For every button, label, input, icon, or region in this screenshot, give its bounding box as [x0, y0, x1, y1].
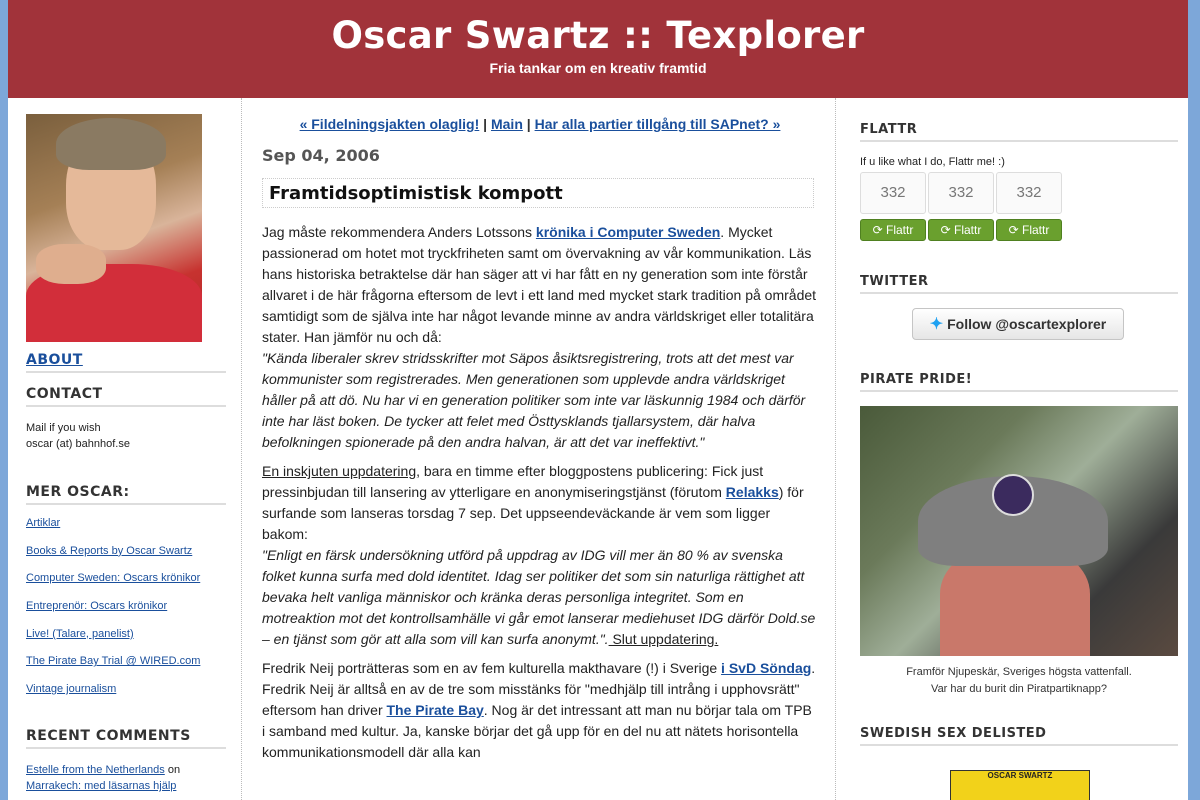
blog-title[interactable]: Oscar Swartz :: Texplorer	[331, 14, 865, 57]
paragraph-3: Fredrik Neij porträtteras som en av fem kulturella makthavare (!) i Sverige i SvD Söndag. Fredrik Neij är alltså en av de tre som misstänks för "medhjälp till intrång i upphovsrätt" eftersom han driver The Pirate Bay. Nog är det intressant att man nu börjar tala om TPB i samband med kultur. Ja, kanske börjar det gå upp för en del nu att nätets horisontella kommunikationsmodell där alla kan	[262, 660, 816, 760]
paragraph-1: Jag måste rekommendera Anders Lotssons krönika i Computer Sweden. Mycket passionerad om hotet mot tryckfriheten samt om övervakning av vår kommunikation. Läs hans historiska betraktelse där han säger att vi har fått en ny generation som inte förstår allvaret i de här frågorna eftersom de levt i ett land med mycket stark tradition på området samtidigt som de själva inte har något levande minne av andra världskriget eller totalitära stater. Han jämför nu och då: "Kända liberaler skrev stridsskrifter mot Säpos åsiktsregistrering, trots att det mest var kommunister som registrerades. Men generationen som upplevde andra världskriget håller på att dö. Nu har vi en generation politiker som inte var läskunnig 1984 och därför inte har läst boken. De tycker att felet med Östtysklands tjallarsystem, där halva befolkningen spionerade på den andra halvan, är att det var ineffektivt."	[262, 224, 817, 450]
sidebar-link-entreprenor[interactable]: Entreprenör: Oscars krönikor	[26, 600, 168, 613]
blog-description: Fria tankar om en kreativ framtid	[489, 60, 707, 76]
sidebar-link-live[interactable]: Live! (Talare, panelist)	[26, 627, 134, 640]
flattr-button[interactable]: ⟳ Flattr	[996, 219, 1062, 241]
contact-heading: CONTACT	[26, 386, 226, 407]
main-content	[244, 98, 836, 800]
paragraph-2: En inskjuten uppdatering, bara en timme efter bloggpostens publicering: Fick just pressinbjudan till lansering av ytterligare en anonymiseringstjänst (förutom Relakks) för surfande som lanseras torsdag 7 sep. Det uppseendeväckande är vem som ligger bakom: "Enligt en färsk undersökning utförd på uppdrag av IDG vill mer än 80 % av svenska folket kunna surfa med dold identitet. Idag ser politiker det som sin naturliga rättighet att bevaka helt vanliga människor och kränka deras personliga integritet. Som en motreaktion mot det kontrollsamhälle vi går emot lanserar mediehuset IDG därför Dold.se – en tjänst som gör att alla som vill kan surfa anonymt.". Slut uppdatering.	[262, 463, 816, 647]
quote-1: "Kända liberaler skrev stridsskrifter mot Säpos åsiktsregistrering, trots att det mest var kommunister som registrerades. Men generationen som upplevde andra världskriget håller på att dö. Nu har vi en generation politiker som inte var läskunnig 1984 och därför inte har läst boken. De tycker att felet med Östtysklands tjallarsystem, där halva befolkningen spionerade på den andra halvan, är att det var ineffektivt."	[262, 350, 806, 450]
post-navigation: « Fildelningsjakten olaglig! | Main | Har alla partier tillgång till SAPnet? »	[299, 116, 781, 132]
end-update-link[interactable]: Slut uppdatering.	[608, 631, 719, 647]
right-sidebar	[838, 98, 1188, 800]
pirate-pride-heading: PIRATE PRIDE!	[860, 372, 1178, 392]
prev-post-link[interactable]: « Fildelningsjakten olaglig!	[299, 116, 480, 132]
contact-line: Mail if you wish	[26, 422, 101, 434]
flattr-count: 332	[928, 172, 994, 214]
recent-comment-author[interactable]: Estelle from the Netherlands	[26, 764, 165, 776]
recent-comment-post[interactable]: Marrakech: med läsarnas hjälp	[26, 780, 177, 792]
flattr-icon: ⟳	[940, 223, 955, 237]
flattr-count: 332	[996, 172, 1062, 214]
twitter-follow-button[interactable]: ✦ Follow @oscartexplorer	[912, 308, 1124, 340]
update-link[interactable]: En inskjuten uppdatering	[262, 463, 417, 479]
swedish-sex-delisted-heading: SWEDISH SEX DELISTED	[860, 726, 1178, 746]
svd-link[interactable]: i SvD Söndag	[721, 660, 812, 676]
flattr-heading: FLATTR	[860, 122, 1178, 142]
flattr-count: 332	[860, 172, 926, 214]
relakks-link[interactable]: Relakks	[725, 484, 779, 500]
sidebar-link-books[interactable]: Books & Reports by Oscar Swartz	[26, 544, 193, 557]
quote-2: "Enligt en färsk undersökning utförd på uppdrag av IDG vill mer än 80 % av svenska folket kunna surfa med dold identitet. Idag ser politiker det som sin naturliga rättighet att bevaka helt vanliga människor och kränka deras personliga integritet. Som en motreaktion mot det kontrollsamhälle vi går emot lanserar mediehuset IDG därför Dold.se – en tjänst som gör att alla som vill kan surfa anonymt.".	[262, 547, 816, 647]
post-date: Sep 04, 2006	[262, 146, 380, 165]
main-link[interactable]: Main	[490, 116, 523, 132]
mer-oscar-heading: MER OSCAR:	[26, 484, 226, 505]
next-post-link[interactable]: Har alla partier tillgång till SAPnet? »	[534, 116, 781, 132]
contact-email: oscar (at) bahnhof.se	[26, 438, 130, 450]
book-cover-image[interactable]	[950, 770, 1090, 800]
page	[8, 0, 1188, 800]
recent-comments-heading: RECENT COMMENTS	[26, 728, 226, 749]
post-body	[262, 222, 818, 771]
mer-oscar-links	[26, 514, 236, 708]
photo-caption: Framför Njupeskär, Sveriges högsta vattenfall. Var har du burit din Piratpartiknapp?	[906, 666, 1132, 695]
flattr-button[interactable]: ⟳ Flattr	[860, 219, 926, 241]
twitter-bird-icon: ✦	[929, 316, 944, 333]
author-photo	[26, 114, 202, 342]
flattr-text: If u like what I do, Flattr me! :)	[860, 156, 1005, 168]
twitter-heading: TWITTER	[860, 274, 1178, 294]
recent-comment: Estelle from the Netherlands on Marrakech: med läsarnas hjälp	[26, 764, 181, 792]
blog-banner	[8, 0, 1188, 98]
sidebar-link-computer-sweden[interactable]: Computer Sweden: Oscars krönikor	[26, 572, 201, 585]
book-author: OSCAR SWARTZ	[987, 771, 1053, 780]
sidebar-link-pirate-bay-trial[interactable]: The Pirate Bay Trial @ WIRED.com	[26, 655, 201, 668]
sidebar-link-artiklar[interactable]: Artiklar	[26, 517, 61, 529]
flattr-icon: ⟳	[1008, 223, 1023, 237]
sidebar-link-vintage[interactable]: Vintage journalism	[26, 683, 117, 696]
pirate-pride-photo	[860, 406, 1178, 656]
flattr-icon: ⟳	[872, 223, 887, 237]
left-sidebar	[8, 98, 242, 800]
pirate-bay-link[interactable]: The Pirate Bay	[386, 702, 484, 718]
post-title: Framtidsoptimistisk kompott	[262, 178, 814, 208]
kronika-link[interactable]: krönika i Computer Sweden	[535, 224, 721, 240]
about-link[interactable]: ABOUT	[26, 352, 226, 373]
flattr-button[interactable]: ⟳ Flattr	[928, 219, 994, 241]
